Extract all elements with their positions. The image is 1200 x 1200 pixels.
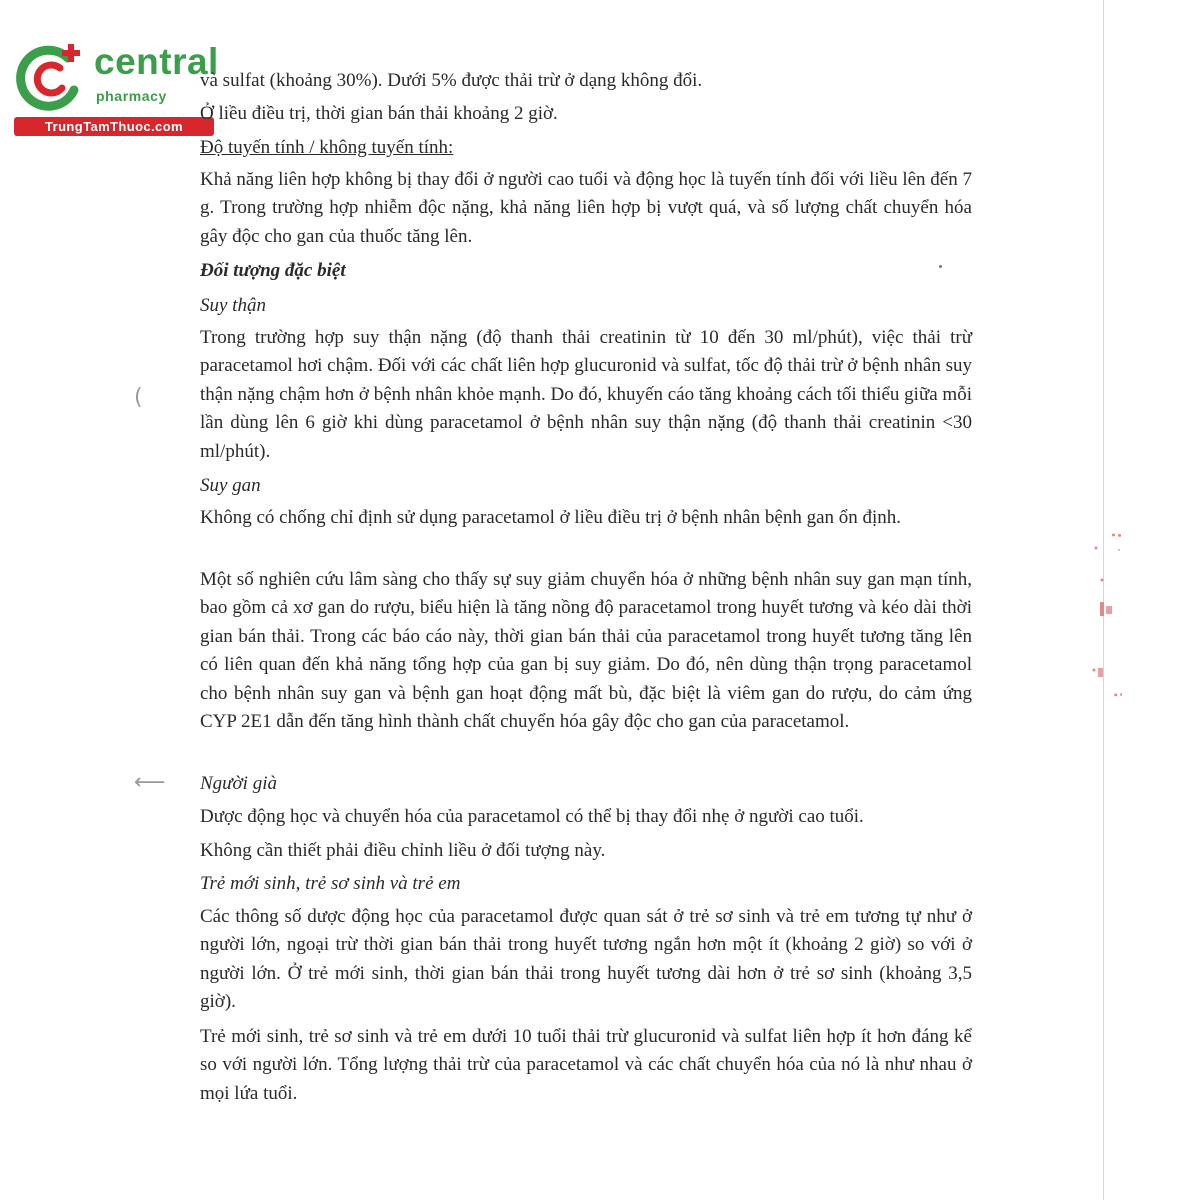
paragraph-elderly-dose: Không cần thiết phải điều chỉnh liều ở đối tượng này.: [200, 840, 606, 861]
paragraph-renal-impairment: Trong trường hợp suy thận nặng (độ thanh thải creatinin từ 10 đến 30 ml/phút), việc thải trừ paracetamol hơi chậm. Đối với các chất liên hợp glucuronid và sulfat, tốc độ thải trừ ở bệnh nhân suy thận nặng chậm hơn ở bệnh nhân khỏe mạnh. Do đó, khuyến cáo tăng khoảng cách tối thiểu giữa mỗi lần dùng lên 6 giờ khi dùng paracetamol ở bệnh nhân suy thận nặng (độ thanh thải creatinin <30 ml/phút).: [200, 327, 972, 462]
heading-children: Trẻ mới sinh, trẻ sơ sinh và trẻ em: [200, 873, 461, 894]
logo-subtitle: pharmacy: [96, 88, 167, 104]
heading-linearity: Độ tuyến tính / không tuyến tính:: [200, 137, 454, 158]
margin-arrow-mark: ⟵: [134, 770, 166, 795]
pharmacy-logo[interactable]: [8, 38, 223, 138]
partial-stamp-icon: [1082, 530, 1122, 700]
heading-renal-impairment: Suy thận: [200, 295, 266, 316]
paragraph-hepatic-studies: Một số nghiên cứu lâm sàng cho thấy sự suy giảm chuyển hóa ở những bệnh nhân suy gan mạn tính, bao gồm cả xơ gan do rượu, biểu hiện là tăng nồng độ paracetamol trong huyết tương và kéo dài thời gian bán thải. Trong các báo cáo này, thời gian bán thải của paracetamol trong huyết tương tăng lên có liên quan đến khả năng tổng hợp của gan bị suy giảm. Do đó, nên dùng thận trọng paracetamol cho bệnh nhân suy gan và bệnh gan hoạt động mất bù, đặc biệt là viêm gan do rượu, do cảm ứng CYP 2E1 dẫn đến tăng hình thành chất chuyển hóa gây độc cho gan của paracetamol.: [200, 569, 972, 733]
paragraph-half-life: Ở liều điều trị, thời gian bán thải khoảng 2 giờ.: [200, 103, 558, 124]
central-logo-icon: [12, 40, 88, 116]
logo-name: central: [94, 41, 219, 82]
paragraph-elderly-kinetics: Dược động học và chuyển hóa của paracetamol có thể bị thay đổi nhẹ ở người cao tuổi.: [200, 806, 864, 827]
logo-website-badge[interactable]: TrungTamThuoc.com: [14, 117, 214, 136]
heading-special-populations: Đối tượng đặc biệt: [200, 260, 346, 281]
margin-paren-mark: (: [134, 385, 143, 410]
scan-speck: [939, 265, 942, 268]
paragraph-sulfat: và sulfat (khoảng 30%). Dưới 5% được thải trừ ở dạng không đổi.: [200, 70, 703, 91]
paragraph-hepatic-stable: Không có chống chỉ định sử dụng paracetamol ở liều điều trị ở bệnh nhân bệnh gan ổn định.: [200, 507, 902, 528]
heading-elderly: Người già: [200, 773, 277, 794]
heading-hepatic-impairment: Suy gan: [200, 475, 261, 496]
paragraph-linearity: Khả năng liên hợp không bị thay đổi ở người cao tuổi và động học là tuyến tính đối với liều lên đến 7 g. Trong trường hợp nhiễm độc nặng, khả năng liên hợp bị vượt quá, và số lượng chất chuyển hóa gây độc cho gan của thuốc tăng lên.: [200, 169, 972, 247]
paragraph-children-kinetics: Các thông số dược động học của paracetamol được quan sát ở trẻ sơ sinh và trẻ em tương tự như ở người lớn, ngoại trừ thời gian bán thải trong huyết tương ngắn hơn một ít (khoảng 2 giờ) so với ở người lớn. Ở trẻ mới sinh, thời gian bán thải trong huyết tương dài hơn ở trẻ sơ sinh (khoảng 3,5 giờ).: [200, 906, 972, 1013]
paragraph-children-elimination: Trẻ mới sinh, trẻ sơ sinh và trẻ em dưới 10 tuổi thải trừ glucuronid và sulfat liên hợp ít hơn đáng kể so với người lớn. Tổng lượng thải trừ của paracetamol và các chất chuyển hóa của nó là như nhau ở mọi lứa tuổi.: [200, 1026, 972, 1104]
